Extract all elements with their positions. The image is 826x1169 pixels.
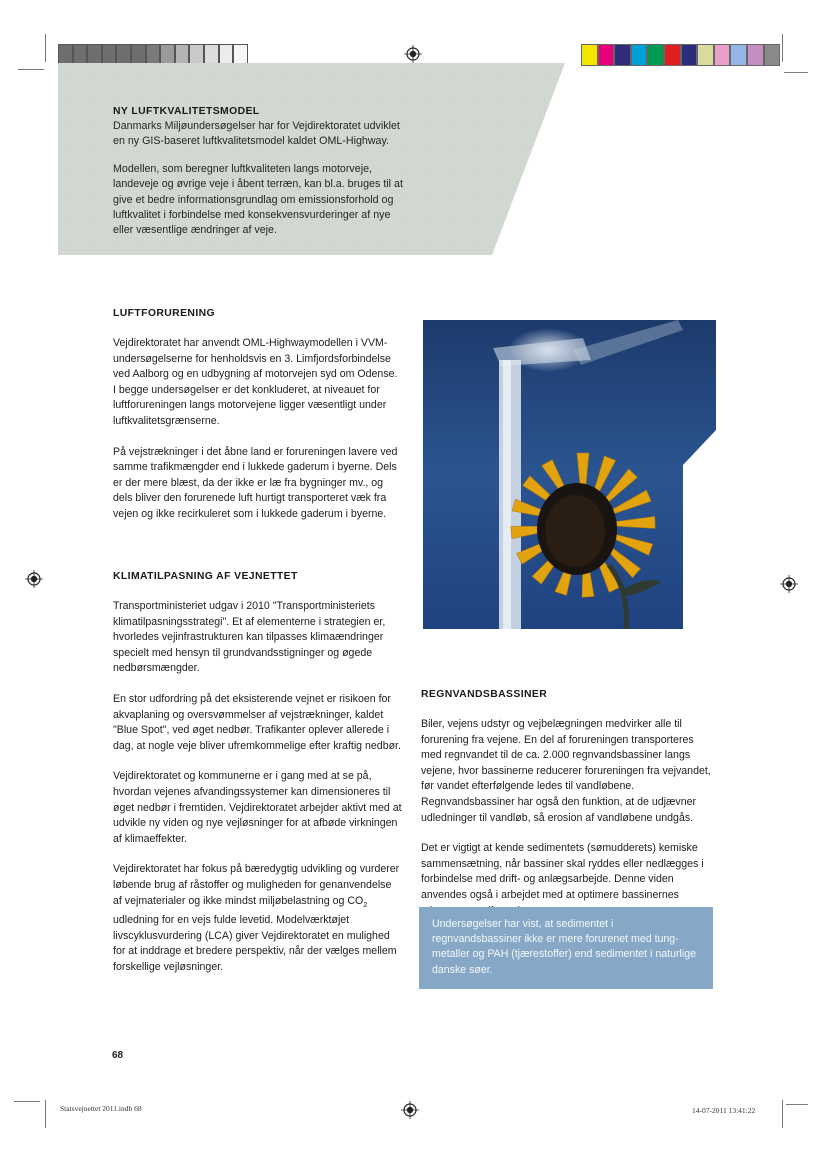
registration-mark-icon: [25, 570, 43, 588]
paragraph: Transportministeriet udgav i 2010 "Transportministeriets klimatilpasningsstrategi". Et af elementerne i strategien er, hvorledes vejinfrastrukturen kan tilpasses klimaændringer specielt med hensyn til grundvandsstigninger og øgede nedbørsmængder.: [113, 600, 386, 675]
gray-swatch: [175, 44, 190, 64]
gray-swatch: [116, 44, 131, 64]
section-heading: REGNVANDSBASSINER: [421, 689, 548, 700]
section-luftforurening: [113, 306, 403, 538]
gray-swatch: [131, 44, 146, 64]
color-swatch: [697, 44, 714, 66]
color-swatch: [764, 44, 781, 66]
intro-paragraph: Danmarks Miljøundersøgelser har for Vejdirektoratet udviklet en ny GIS-baseret luftkvalitetsmodel kaldet OML-Highway.: [113, 120, 400, 148]
gray-swatch: [87, 44, 102, 64]
gray-swatch: [233, 44, 248, 64]
color-swatch: [747, 44, 764, 66]
crop-mark: [45, 1100, 46, 1128]
color-swatch: [598, 44, 615, 66]
color-calibration-bar: [581, 44, 780, 66]
intro-heading: NY LUFTKVALITETSMODEL: [113, 106, 260, 117]
registration-mark-icon: [401, 1101, 419, 1119]
paragraph: En stor udfordring på det eksisterende vejnet er risikoen for akvaplaning og oversvømmelser af vejstrækninger, kaldet "Blue Spot", ved øget nedbør. Trafikanter oplever allerede i dag, at nogle veje bliver ufremkommelige efter kraftig nedbør.: [113, 692, 401, 752]
section-heading: LUFTFORURENING: [113, 308, 215, 319]
color-swatch: [681, 44, 698, 66]
gray-swatch: [189, 44, 204, 64]
section-heading: KLIMATILPASNING AF VEJNETTET: [113, 571, 298, 582]
paragraph: Det er vigtigt at kende sedimentets (sømudderets) kemiske sammensætning, når bassiner skal ryddes eller nedlægges i forbindelse med drift- og anlægsarbejde. Denne viden anvendes også i arbejdet med at optimere bassinernes: [421, 842, 704, 901]
color-swatch: [647, 44, 664, 66]
subscript: 2: [363, 901, 368, 909]
crop-mark: [786, 1104, 808, 1105]
intro-paragraph: Modellen, som beregner luftkvaliteten langs motorveje, landeveje og øvrige veje i åbent terræn, kan bl.a. bruges til at give et bedre informationsgrundlag om emissionsforhold og luftkvalitet i forbindelse med konsekvensvurderinger af nye eller væsentlige ændringer af veje.: [113, 162, 403, 237]
gray-swatch: [58, 44, 73, 64]
color-swatch: [714, 44, 731, 66]
gray-swatch: [204, 44, 219, 64]
section-regnvandsbassiner: [421, 687, 713, 934]
slug-filename: Statsvejnettet 2011.indb 68: [60, 1104, 142, 1113]
section-klimatilpasning: [113, 569, 403, 976]
callout-text: Undersøgelser har vist, at sedimentet i regnvandsbassiner ikke er mere forurenet med tung-metaller og PAH (tjærestoffer) end sedimentet i naturlige danske søer.: [432, 918, 696, 976]
crop-mark: [18, 69, 44, 70]
color-swatch: [730, 44, 747, 66]
intro-box: [113, 104, 413, 239]
gray-swatch: [160, 44, 175, 64]
crop-mark: [782, 1100, 783, 1128]
gray-swatch: [146, 44, 161, 64]
paragraph: Biler, vejens udstyr og vejbelægningen medvirker alle til forurening fra vejene. En del af forureningen transporteres med regnvandet til de ca. 2.000 regnvandsbassiner langs vejene, hvor bassinerne reducerer forureningen fra vejvandet, før vandet efterfølgende ledes til vandløbene. Regnvandsbassiner har også den funktion, at de udjævner udledninger til vandløb, så erosion af vandløbene undgås.: [421, 718, 711, 824]
registration-mark-icon: [780, 575, 798, 593]
callout-box: [419, 907, 713, 989]
color-swatch: [664, 44, 681, 66]
paragraph: Vejdirektoratet har anvendt OML-Highwaymodellen i VVM-undersøgelserne for henholdsvis en 3. Limfjordsforbindelse ved Aalborg og en udbygning af motorvejen syd om Odense. I begge undersøgelser er det konkluderet, at niveauet for luftforureningen langs motorvejene ligger væsentligt under luftkvalitetsgrænserne.: [113, 337, 398, 427]
crop-mark: [782, 34, 783, 62]
gray-swatch: [73, 44, 88, 64]
gray-swatch: [219, 44, 234, 64]
sunflower-wind-turbine-photo: [423, 320, 716, 629]
grayscale-calibration-bar: [58, 44, 248, 64]
registration-mark-icon: [404, 45, 422, 63]
crop-mark: [14, 1101, 40, 1102]
color-swatch: [631, 44, 648, 66]
paragraph: Vejdirektoratet og kommunerne er i gang med at se på, hvordan vejenes afvandingssystemer kan dimensioneres til øget nedbør i fremtiden. Vejdirektoratet arbejder aktivt med at udvikle ny viden og nye vejløsninger for at afbøde virkningen af klimaeffekter.: [113, 770, 402, 845]
paragraph: På vejstrækninger i det åbne land er forureningen lavere ved samme trafikmængder end i lukkede gaderum i byerne. Dels er der mere blæst, da der ikke er læ fra bygninger mv., og dels bliver den forurenede luft hurtigt transporteret væk fra vejen og ikke recirkuleret som i lukkede gaderum i byerne.: [113, 445, 398, 520]
color-swatch: [614, 44, 631, 66]
color-swatch: [581, 44, 598, 66]
slug-timestamp: 14-07-2011 13:41:22: [692, 1106, 756, 1115]
paragraph: Vejdirektoratet har fokus på bæredygtig udvikling og vurderer løbende brug af råstoffer og muligheden for genanvendelse af vejmaterialer og ikke mindst miljøbelastning og $CO_2$ udledning for en vejs fulde levetid. Modelværktøjet livscyklusvurdering (LCA) giver Vejdirektoratet en mulighed for at inddrage et bredere perspektiv, når der vælges mellem forskellige vejløsninger.: [113, 863, 400, 973]
gray-swatch: [102, 44, 117, 64]
crop-mark: [784, 72, 808, 73]
page-number: 68: [112, 1050, 124, 1061]
crop-mark: [45, 34, 46, 62]
